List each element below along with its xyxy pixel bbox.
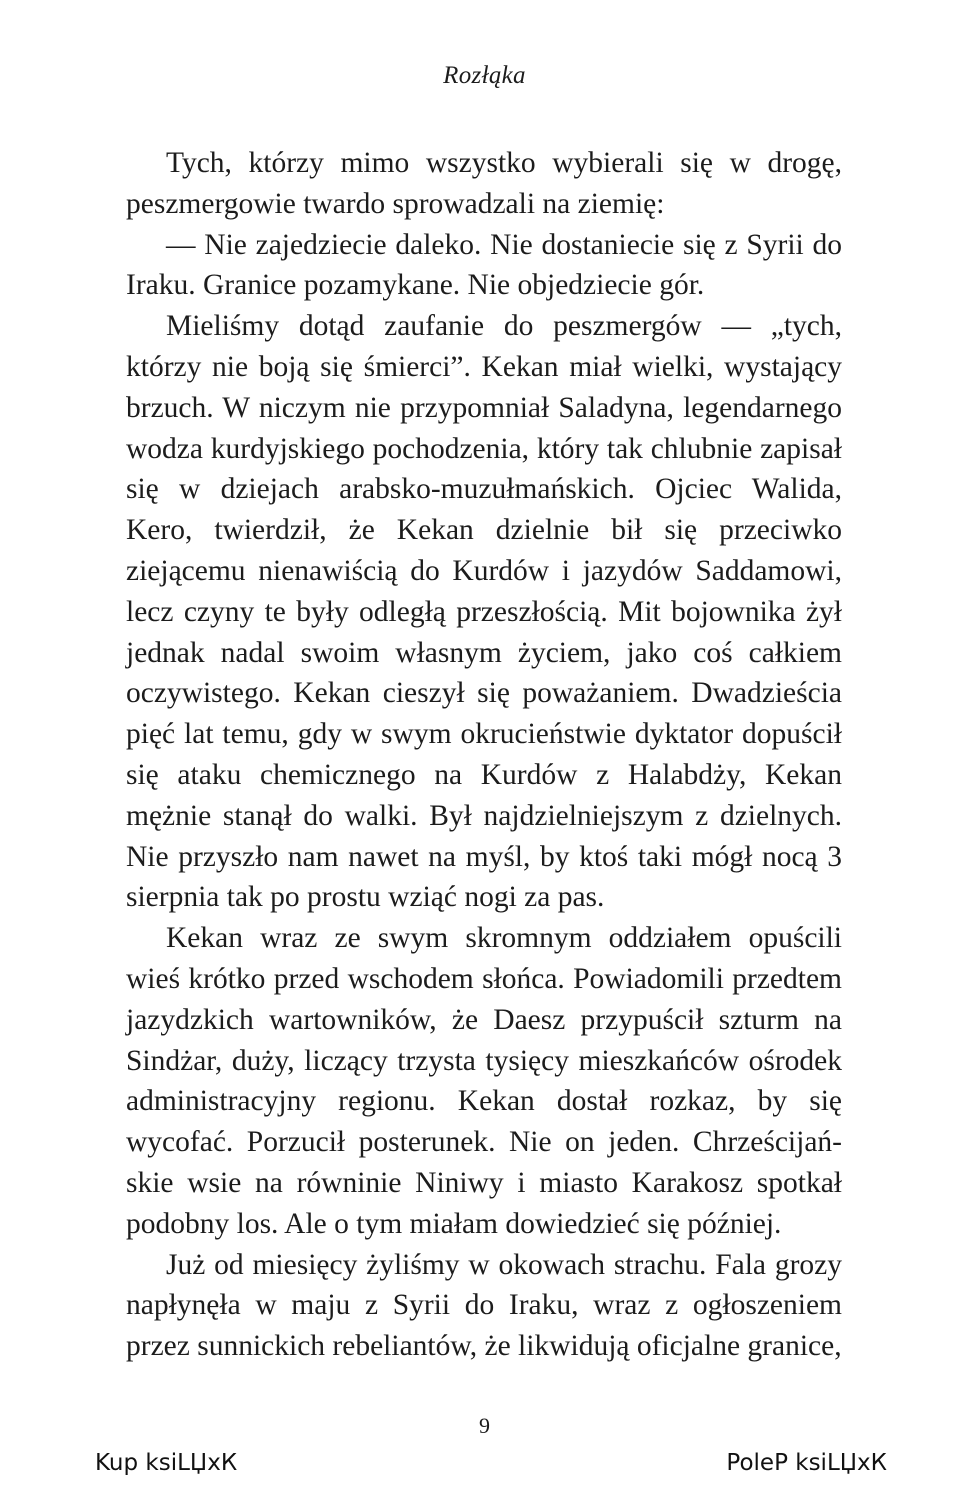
paragraph: Mieliśmy dotąd zaufanie do peszmergów — „tych, którzy nie boją się śmierci”. Kekan miał wielki, wystający brzuch. W niczym nie przypomniał Saladyna, legendarnego wodza kurdyjskiego pochodzenia, który tak chlubnie zapisał się w dziejach arabsko-muzułmańskich. Ojciec Walida, Kero, twierdził, że Kekan dzielnie bił się przeciwko ziejącemu nienawiścią do Kurdów i jazydów Saddamowi, lecz czyny te były odległą przeszłością. Mit bojownika żył jednak nadal swoim własnym życiem, jako coś całkiem oczywistego. Kekan cieszył się poważaniem. Dwadzieścia pięć lat temu, gdy w swym okrucieństwie dyktator dopuścił się ataku chemicznego na Kurdów z Halabdży, Kekan mężnie stanął do walki. Był najdzielniejszym z dzielnych. Nie przyszło nam nawet na myśl, by ktoś taki mógł nocą 3 sierpnia tak po prostu wziąć nogi za pas. xyxy=(126,310,842,914)
paragraph: Kekan wraz ze swym skromnym oddziałem opuścili wieś krótko przed wschodem słońca. Powiadomili przedtem jazydzkich wartowników, że Daesz przypuścił szturm na Sindżar, duży, liczący trzysta tysięcy mieszkańców ośrodek administracyjny regionu. Kekan dostał rozkaz, by się wycofać. Porzucił posterunek. Nie on jeden. Chrześcijańskie wsie na równinie Niniwy i miasto Karakosz spotkał podobny los. Ale o tym miałam dowiedzieć się później. xyxy=(126,922,842,1240)
page-number: 9 xyxy=(479,1413,490,1438)
recommend-book-link[interactable]: PoleP ksiLЏxК xyxy=(726,1450,887,1476)
body-text xyxy=(126,143,842,1367)
paragraph: Tych, którzy mimo wszystko wybierali się w drogę, peszmergowie twardo sprowadzali na ziemię: xyxy=(126,147,842,220)
paragraph: — Nie zajedziecie daleko. Nie dostaniecie się z Syrii do Iraku. Granice pozamykane. Nie objedziecie gór. xyxy=(126,228,842,302)
paragraph: Już od miesięcy żyliśmy w okowach strachu. Fala grozy napłynęła w maju z Syrii do Iraku, wraz z ogłoszeniem przez sunnickich rebeliantów, że likwidują oficjalne granice, xyxy=(126,1248,842,1363)
buy-book-link[interactable]: Kup ksiLЏxК xyxy=(95,1450,238,1476)
running-title: Rozłąka xyxy=(443,62,526,89)
